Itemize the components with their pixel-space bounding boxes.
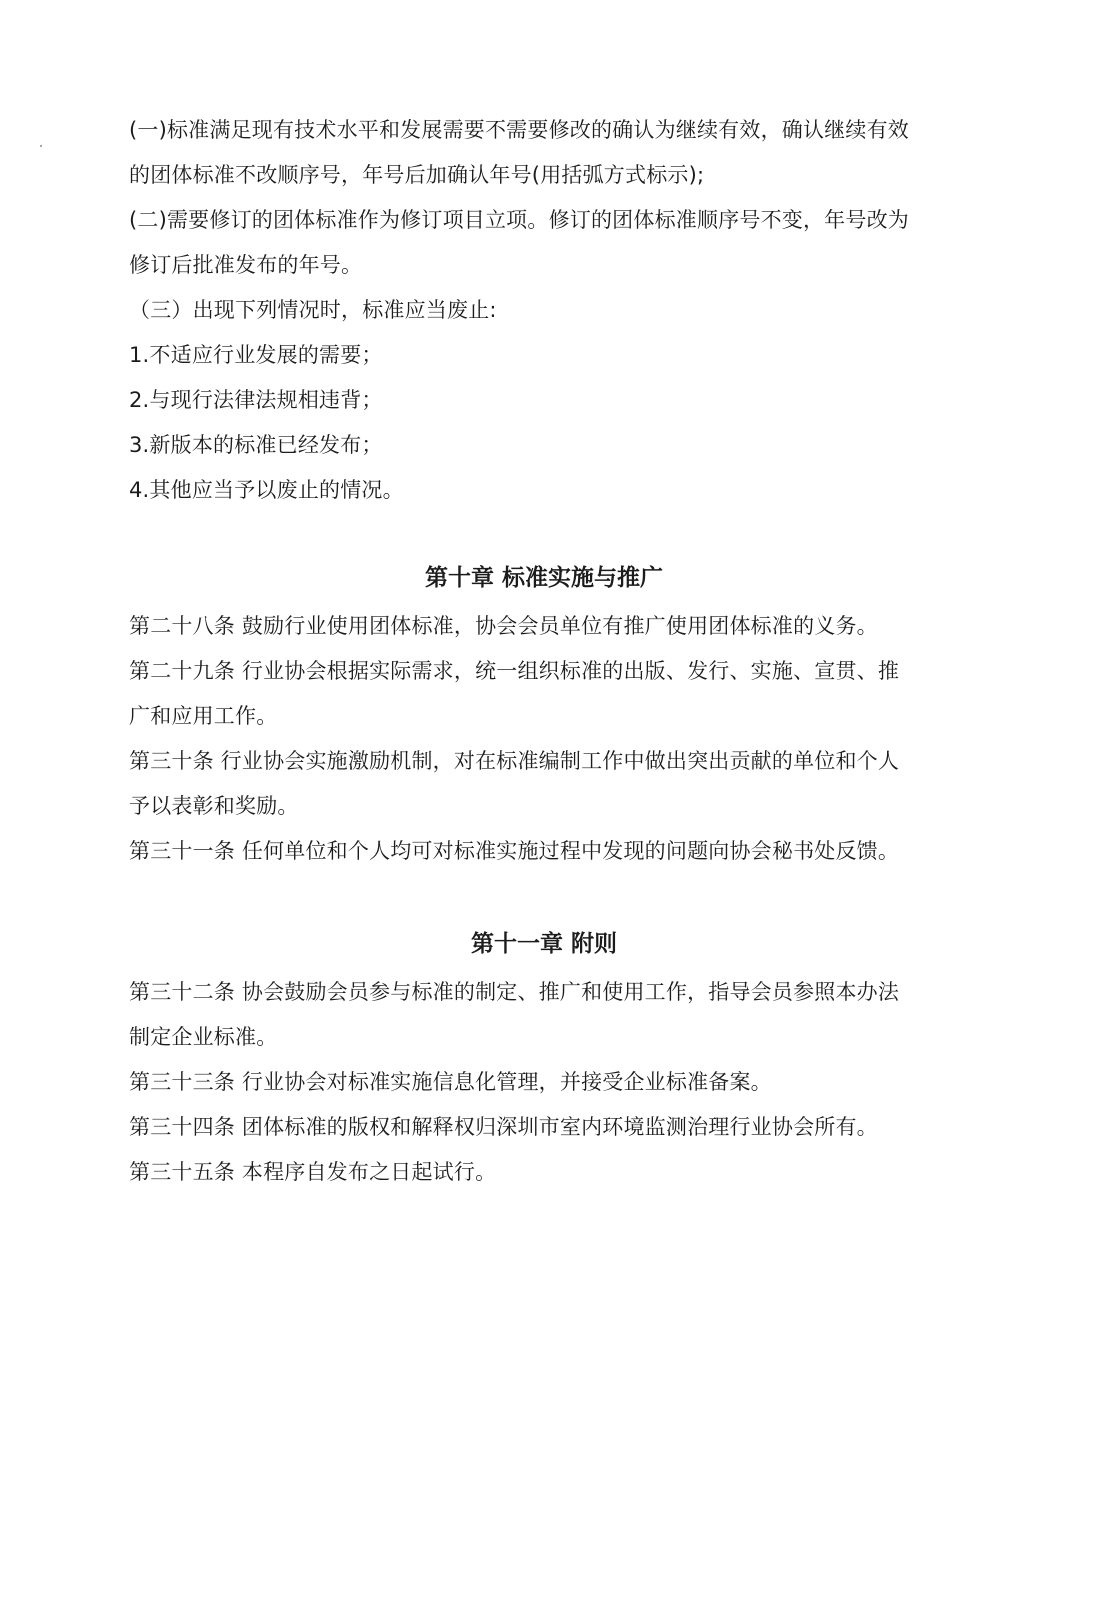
revision-rules-section — [129, 108, 969, 513]
article-line: 第三十三条 行业协会对标准实施信息化管理，并接受企业标准备案。 — [129, 1070, 772, 1094]
paragraph-line: (二)需要修订的团体标准作为修订项目立项。修订的团体标准顺序号不变，年号改为 — [129, 208, 909, 232]
paragraph-line: (一)标准满足现有技术水平和发展需要不需要修改的确认为继续有效，确认继续有效 — [129, 118, 909, 142]
list-item: 2.与现行法律法规相违背； — [129, 388, 383, 412]
list-item: 4.其他应当予以废止的情况。 — [129, 478, 404, 502]
article-line: 制定企业标准。 — [129, 1025, 278, 1049]
article-line: 第三十四条 团体标准的版权和解释权归深圳市室内环境监测治理行业协会所有。 — [129, 1115, 878, 1139]
article-line: 予以表彰和奖励。 — [129, 794, 299, 818]
paragraph-line: 修订后批准发布的年号。 — [129, 253, 363, 277]
scan-speck — [40, 145, 42, 147]
article-line: 第二十九条 行业协会根据实际需求，统一组织标准的出版、发行、实施、宣贯、推 — [129, 659, 900, 683]
chapter-11-heading: 第十一章 附则 — [470, 931, 617, 957]
article-line: 第三十一条 任何单位和个人均可对标准实施过程中发现的问题向协会秘书处反馈。 — [129, 839, 900, 863]
article-line: 第三十五条 本程序自发布之日起试行。 — [129, 1160, 497, 1184]
paragraph-line: 的团体标准不改顺序号，年号后加确认年号(用括弧方式标示); — [129, 163, 705, 187]
paragraph-line: （三）出现下列情况时，标准应当废止: — [129, 298, 497, 322]
list-item: 3.新版本的标准已经发布； — [129, 433, 383, 457]
article-line: 第三十条 行业协会实施激励机制，对在标准编制工作中做出突出贡献的单位和个人 — [129, 749, 900, 773]
article-line: 广和应用工作。 — [129, 704, 278, 728]
list-item: 1.不适应行业发展的需要； — [129, 343, 383, 367]
chapter-10-heading: 第十章 标准实施与推广 — [424, 565, 663, 591]
chapter-10-body — [129, 604, 969, 874]
article-line: 第二十八条 鼓励行业使用团体标准，协会会员单位有推广使用团体标准的义务。 — [129, 614, 878, 638]
article-line: 第三十二条 协会鼓励会员参与标准的制定、推广和使用工作，指导会员参照本办法 — [129, 980, 900, 1004]
chapter-11-body — [129, 970, 969, 1195]
document-body — [129, 108, 969, 1195]
